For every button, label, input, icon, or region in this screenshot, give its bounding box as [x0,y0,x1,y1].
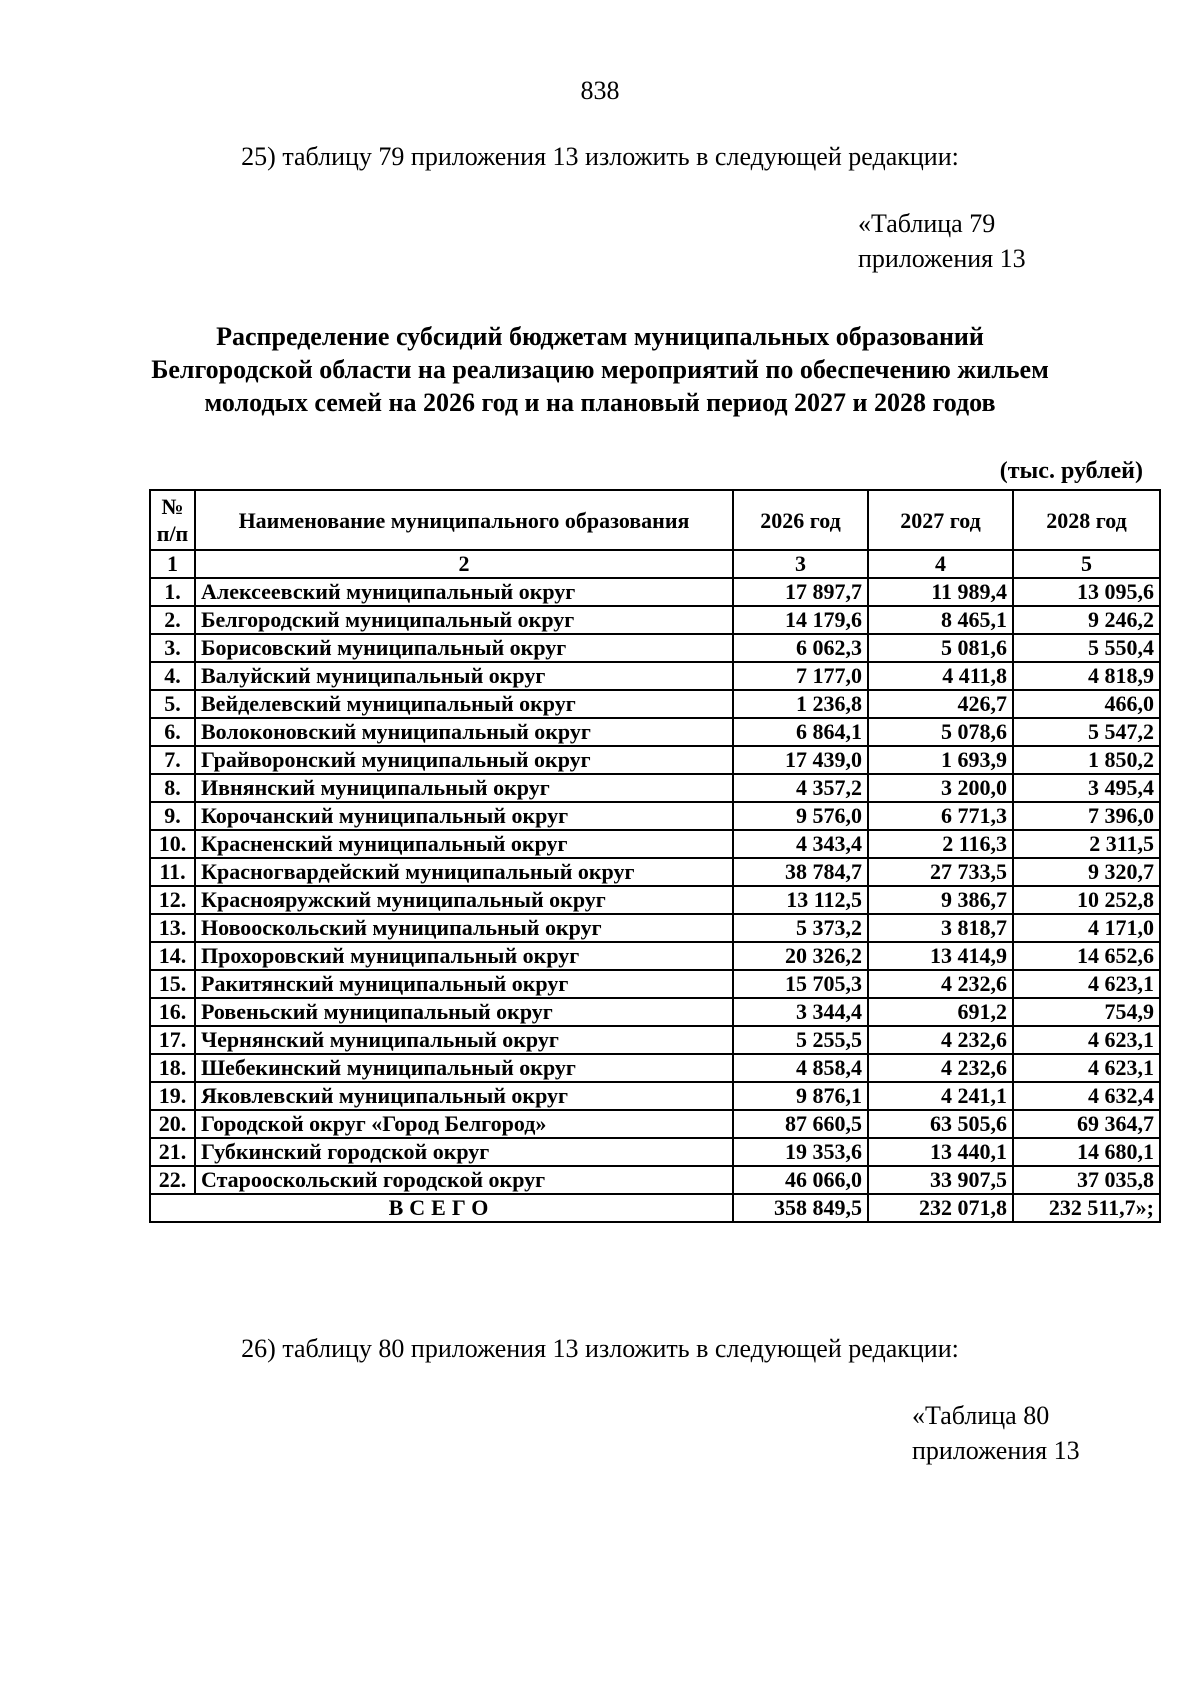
row-value-2026: 14 179,6 [733,606,868,634]
row-value-2028: 13 095,6 [1013,578,1160,606]
row-value-2026: 17 439,0 [733,746,868,774]
row-value-2028: 37 035,8 [1013,1166,1160,1194]
row-name: Борисовский муниципальный округ [195,634,733,662]
row-value-2028: 4 623,1 [1013,1026,1160,1054]
row-number: 2. [150,606,195,634]
column-number: 5 [1013,550,1160,578]
row-value-2026: 46 066,0 [733,1166,868,1194]
intro-paragraph-26: 26) таблицу 80 приложения 13 изложить в следующей редакции: [241,1334,959,1363]
row-value-2027: 13 440,1 [868,1138,1013,1166]
table-row [150,970,1160,998]
subsidy-table [149,489,1161,1223]
intro-paragraph-25: 25) таблицу 79 приложения 13 изложить в следующей редакции: [241,142,959,171]
row-value-2028: 14 652,6 [1013,942,1160,970]
table-row [150,858,1160,886]
table-row [150,886,1160,914]
row-number: 6. [150,718,195,746]
row-value-2028: 9 320,7 [1013,858,1160,886]
table-row [150,1082,1160,1110]
row-value-2027: 8 465,1 [868,606,1013,634]
row-value-2027: 13 414,9 [868,942,1013,970]
total-2028: 232 511,7»; [1013,1194,1160,1222]
total-2027: 232 071,8 [868,1194,1013,1222]
row-name: Шебекинский муниципальный округ [195,1054,733,1082]
table-row [150,718,1160,746]
page-number: 838 [580,76,620,105]
row-value-2028: 9 246,2 [1013,606,1160,634]
row-value-2028: 5 547,2 [1013,718,1160,746]
row-number: 10. [150,830,195,858]
table-row [150,690,1160,718]
row-name: Чернянский муниципальный округ [195,1026,733,1054]
row-value-2027: 1 693,9 [868,746,1013,774]
row-number: 9. [150,802,195,830]
row-value-2027: 3 818,7 [868,914,1013,942]
row-value-2026: 4 357,2 [733,774,868,802]
row-name: Губкинский городской округ [195,1138,733,1166]
row-value-2027: 2 116,3 [868,830,1013,858]
table-row [150,942,1160,970]
row-value-2028: 1 850,2 [1013,746,1160,774]
row-value-2026: 15 705,3 [733,970,868,998]
row-number: 5. [150,690,195,718]
row-value-2026: 6 062,3 [733,634,868,662]
row-value-2027: 4 241,1 [868,1082,1013,1110]
row-value-2027: 4 411,8 [868,662,1013,690]
row-value-2028: 7 396,0 [1013,802,1160,830]
row-number: 13. [150,914,195,942]
row-value-2026: 3 344,4 [733,998,868,1026]
table-title [0,320,1200,419]
table-80-caption-line2: приложения 13 [912,1436,1080,1465]
column-number: 3 [733,550,868,578]
row-value-2026: 13 112,5 [733,886,868,914]
header-2028: 2028 год [1013,490,1160,550]
row-value-2027: 6 771,3 [868,802,1013,830]
row-value-2027: 63 505,6 [868,1110,1013,1138]
row-name: Ивнянский муниципальный округ [195,774,733,802]
row-number: 19. [150,1082,195,1110]
row-name: Прохоровский муниципальный округ [195,942,733,970]
row-value-2027: 4 232,6 [868,1026,1013,1054]
row-name: Валуйский муниципальный округ [195,662,733,690]
row-value-2026: 5 373,2 [733,914,868,942]
row-name: Волоконовский муниципальный округ [195,718,733,746]
row-number: 17. [150,1026,195,1054]
table-title-line3: молодых семей на 2026 год и на плановый период 2027 и 2028 годов [204,388,996,417]
row-value-2028: 4 818,9 [1013,662,1160,690]
column-number-row [150,550,1160,578]
row-value-2027: 27 733,5 [868,858,1013,886]
row-number: 8. [150,774,195,802]
table-row [150,746,1160,774]
row-value-2027: 11 989,4 [868,578,1013,606]
row-value-2028: 754,9 [1013,998,1160,1026]
row-value-2028: 3 495,4 [1013,774,1160,802]
row-name: Алексеевский муниципальный округ [195,578,733,606]
row-number: 4. [150,662,195,690]
row-name: Новооскольский муниципальный округ [195,914,733,942]
table-row [150,802,1160,830]
row-value-2028: 10 252,8 [1013,886,1160,914]
row-name: Вейделевский муниципальный округ [195,690,733,718]
table-row [150,914,1160,942]
row-value-2026: 20 326,2 [733,942,868,970]
row-number: 1. [150,578,195,606]
table-row [150,774,1160,802]
table-row [150,578,1160,606]
row-number: 3. [150,634,195,662]
table-row [150,830,1160,858]
table-body [150,578,1160,1194]
table-79-caption-line2: приложения 13 [858,244,1026,273]
row-number: 11. [150,858,195,886]
row-name: Ровеньский муниципальный округ [195,998,733,1026]
table-row [150,1110,1160,1138]
row-value-2028: 14 680,1 [1013,1138,1160,1166]
table-79-caption [858,206,1026,276]
column-number: 1 [150,550,195,578]
row-name: Яковлевский муниципальный округ [195,1082,733,1110]
row-value-2026: 4 858,4 [733,1054,868,1082]
row-number: 7. [150,746,195,774]
units-label: (тыс. рублей) [999,458,1143,484]
row-value-2027: 5 081,6 [868,634,1013,662]
row-number: 14. [150,942,195,970]
row-name: Ракитянский муниципальный округ [195,970,733,998]
row-value-2028: 466,0 [1013,690,1160,718]
row-value-2028: 5 550,4 [1013,634,1160,662]
row-value-2026: 9 576,0 [733,802,868,830]
row-name: Краснояружский муниципальный округ [195,886,733,914]
row-value-2026: 5 255,5 [733,1026,868,1054]
table-row [150,1054,1160,1082]
row-name: Городской округ «Город Белгород» [195,1110,733,1138]
row-name: Старооскольский городской округ [195,1166,733,1194]
row-value-2027: 691,2 [868,998,1013,1026]
table-row [150,1166,1160,1194]
row-number: 20. [150,1110,195,1138]
table-title-line1: Распределение субсидий бюджетам муниципальных образований [216,322,984,351]
row-name: Грайворонский муниципальный округ [195,746,733,774]
row-value-2026: 19 353,6 [733,1138,868,1166]
row-value-2027: 5 078,6 [868,718,1013,746]
table-row [150,1138,1160,1166]
row-value-2027: 426,7 [868,690,1013,718]
header-num: № п/п [150,490,195,550]
header-2026: 2026 год [733,490,868,550]
row-number: 21. [150,1138,195,1166]
row-value-2027: 9 386,7 [868,886,1013,914]
row-value-2027: 33 907,5 [868,1166,1013,1194]
table-80-caption [912,1398,1080,1468]
row-name: Красногвардейский муниципальный округ [195,858,733,886]
row-value-2026: 6 864,1 [733,718,868,746]
row-name: Белгородский муниципальный округ [195,606,733,634]
table-79-caption-line1: «Таблица 79 [858,209,996,238]
table-row [150,606,1160,634]
row-value-2026: 38 784,7 [733,858,868,886]
header-2027: 2027 год [868,490,1013,550]
row-number: 16. [150,998,195,1026]
column-number: 2 [195,550,733,578]
column-number: 4 [868,550,1013,578]
table-row [150,1026,1160,1054]
row-number: 18. [150,1054,195,1082]
row-name: Корочанский муниципальный округ [195,802,733,830]
total-row [150,1194,1160,1222]
row-value-2027: 3 200,0 [868,774,1013,802]
total-label: ВСЕГО [150,1194,733,1222]
row-value-2026: 4 343,4 [733,830,868,858]
header-name: Наименование муниципального образования [195,490,733,550]
row-value-2026: 9 876,1 [733,1082,868,1110]
table-title-line2: Белгородской области на реализацию мероприятий по обеспечению жильем [151,355,1049,384]
table-row [150,634,1160,662]
table-row [150,998,1160,1026]
row-number: 22. [150,1166,195,1194]
header-row [150,490,1160,550]
row-name: Красненский муниципальный округ [195,830,733,858]
row-value-2026: 7 177,0 [733,662,868,690]
total-2026: 358 849,5 [733,1194,868,1222]
row-value-2028: 4 623,1 [1013,970,1160,998]
row-value-2028: 4 632,4 [1013,1082,1160,1110]
row-value-2028: 4 171,0 [1013,914,1160,942]
row-value-2028: 4 623,1 [1013,1054,1160,1082]
row-value-2028: 69 364,7 [1013,1110,1160,1138]
table-80-caption-line1: «Таблица 80 [912,1401,1050,1430]
row-value-2028: 2 311,5 [1013,830,1160,858]
row-value-2026: 87 660,5 [733,1110,868,1138]
row-value-2027: 4 232,6 [868,1054,1013,1082]
row-number: 15. [150,970,195,998]
row-value-2026: 17 897,7 [733,578,868,606]
row-number: 12. [150,886,195,914]
row-value-2027: 4 232,6 [868,970,1013,998]
table-row [150,662,1160,690]
row-value-2026: 1 236,8 [733,690,868,718]
